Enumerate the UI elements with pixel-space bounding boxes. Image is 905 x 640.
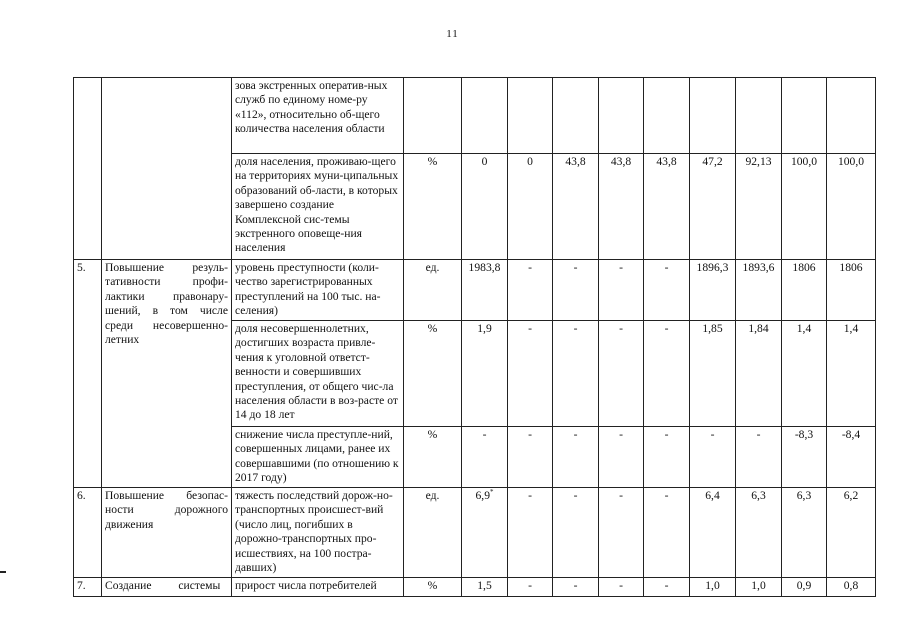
value-cell xyxy=(690,78,736,154)
indicator-cell: прирост числа потребителей xyxy=(232,578,404,597)
indicator-cell: тяжесть последствий дорож-но-транспортных происшест-вий (число лиц, погибших в дорожно-транспортных про-исшествиях, на 100 постра-давших) xyxy=(232,488,404,578)
value-cell: 1,9 xyxy=(462,321,508,427)
value-cell: - xyxy=(599,260,644,321)
goal-cell xyxy=(102,78,232,260)
value-cell: -8,4 xyxy=(827,427,876,488)
value-cell: - xyxy=(553,488,599,578)
value-text: 6,9 xyxy=(475,489,490,502)
value-cell: 6,3 xyxy=(782,488,827,578)
footnote-mark: * xyxy=(490,488,494,497)
goal-cell: Повышение безопас-ности дорожного движения xyxy=(102,488,232,578)
value-cell xyxy=(827,78,876,154)
value-cell: 1,5 xyxy=(462,578,508,597)
value-cell: - xyxy=(644,488,690,578)
value-cell: 1896,3 xyxy=(690,260,736,321)
value-cell: - xyxy=(599,488,644,578)
value-cell: - xyxy=(644,427,690,488)
value-cell: 0 xyxy=(508,154,553,260)
row-number: 7. xyxy=(74,578,102,597)
value-cell xyxy=(782,78,827,154)
goal-cell: Повышение резуль-тативности профи-лактики правонару-шений, в том числе среди несовершенно-летних xyxy=(102,260,232,488)
unit-cell: % xyxy=(404,578,462,597)
table-row xyxy=(74,488,876,578)
value-cell: - xyxy=(736,427,782,488)
value-cell: - xyxy=(508,488,553,578)
value-cell xyxy=(462,488,508,578)
value-cell: - xyxy=(508,260,553,321)
value-cell: - xyxy=(599,321,644,427)
value-cell xyxy=(553,78,599,154)
value-cell: 100,0 xyxy=(827,154,876,260)
value-cell: 6,3 xyxy=(736,488,782,578)
value-cell: 6,4 xyxy=(690,488,736,578)
value-cell: 1,0 xyxy=(736,578,782,597)
value-cell: 1893,6 xyxy=(736,260,782,321)
value-cell: 100,0 xyxy=(782,154,827,260)
value-cell: - xyxy=(599,427,644,488)
value-cell: - xyxy=(508,427,553,488)
indicator-cell: снижение числа преступле-ний, совершенных лицами, ранее их совершавшими (по отношению к 2017 году) xyxy=(232,427,404,488)
goal-cell: Создание системы xyxy=(102,578,232,597)
value-cell: 1806 xyxy=(827,260,876,321)
unit-cell: % xyxy=(404,321,462,427)
value-cell: -8,3 xyxy=(782,427,827,488)
value-cell: 1,84 xyxy=(736,321,782,427)
table-row xyxy=(74,260,876,321)
value-cell: - xyxy=(644,260,690,321)
value-cell: 92,13 xyxy=(736,154,782,260)
row-number: 6. xyxy=(74,488,102,578)
indicator-cell: доля населения, проживаю-щего на территориях муни-ципальных образований об-ласти, в которых завершено создание Комплексной сис-темы экстренного оповеще-ния населения xyxy=(232,154,404,260)
value-cell: 6,2 xyxy=(827,488,876,578)
page-number: 11 xyxy=(446,28,459,40)
value-cell: - xyxy=(553,260,599,321)
value-cell: 1,85 xyxy=(690,321,736,427)
row-number: 5. xyxy=(74,260,102,488)
scan-edge-mark xyxy=(0,571,6,573)
row-number xyxy=(74,78,102,260)
value-cell: - xyxy=(599,578,644,597)
value-cell: - xyxy=(690,427,736,488)
value-cell: - xyxy=(644,321,690,427)
table-row xyxy=(74,578,876,597)
value-cell: - xyxy=(553,578,599,597)
value-cell: - xyxy=(644,578,690,597)
unit-cell: % xyxy=(404,427,462,488)
indicators-table xyxy=(73,77,876,597)
value-cell: - xyxy=(553,321,599,427)
value-cell: - xyxy=(462,427,508,488)
indicator-cell: уровень преступности (коли-чество зарегистрированных преступлений на 100 тыс. на-селения) xyxy=(232,260,404,321)
value-cell: 0 xyxy=(462,154,508,260)
table-row xyxy=(74,78,876,154)
value-cell: 1806 xyxy=(782,260,827,321)
value-cell: 43,8 xyxy=(644,154,690,260)
value-cell xyxy=(736,78,782,154)
value-cell: - xyxy=(508,578,553,597)
value-cell: 1,0 xyxy=(690,578,736,597)
unit-cell: ед. xyxy=(404,260,462,321)
unit-cell xyxy=(404,78,462,154)
indicator-cell: доля несовершеннолетних, достигших возраста привле-чения к уголовной ответст-венности и совершивших преступления, от общего чис-ла населения области в воз-расте от 14 до 18 лет xyxy=(232,321,404,427)
value-cell xyxy=(599,78,644,154)
value-cell: - xyxy=(553,427,599,488)
value-cell: - xyxy=(508,321,553,427)
value-cell: 43,8 xyxy=(599,154,644,260)
value-cell xyxy=(508,78,553,154)
value-cell: 1983,8 xyxy=(462,260,508,321)
indicator-cell: зова экстренных оператив-ных служб по единому номе-ру «112», относительно об-щего количества населения области xyxy=(232,78,404,154)
value-cell xyxy=(462,78,508,154)
value-cell: 1,4 xyxy=(827,321,876,427)
value-cell: 47,2 xyxy=(690,154,736,260)
unit-cell: % xyxy=(404,154,462,260)
value-cell xyxy=(644,78,690,154)
value-cell: 1,4 xyxy=(782,321,827,427)
value-cell: 43,8 xyxy=(553,154,599,260)
unit-cell: ед. xyxy=(404,488,462,578)
value-cell: 0,8 xyxy=(827,578,876,597)
value-cell: 0,9 xyxy=(782,578,827,597)
